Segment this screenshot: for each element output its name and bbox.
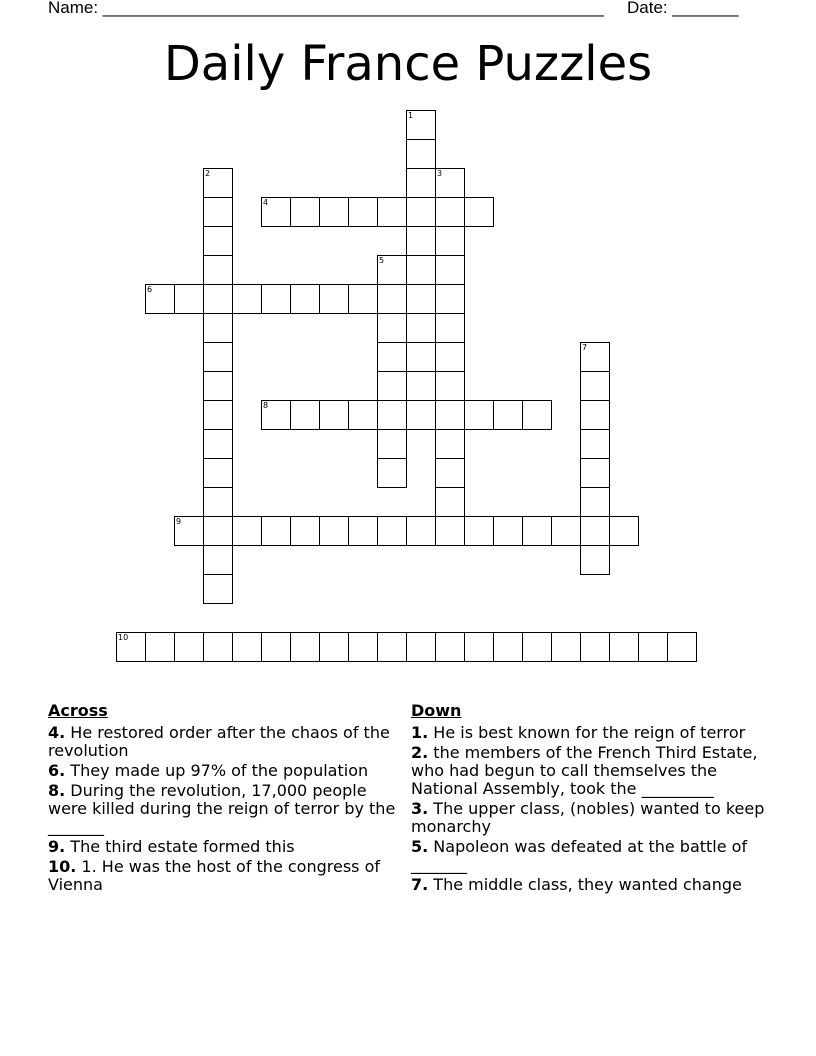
grid-cell[interactable] bbox=[203, 632, 233, 662]
grid-cell[interactable] bbox=[261, 516, 291, 546]
grid-cell[interactable] bbox=[580, 458, 610, 488]
grid-cell[interactable] bbox=[580, 342, 610, 372]
clue-number: 2. bbox=[411, 743, 429, 762]
grid-cell[interactable] bbox=[464, 516, 494, 546]
grid-cell[interactable] bbox=[377, 313, 407, 343]
grid-cell[interactable] bbox=[435, 371, 465, 401]
grid-cell[interactable] bbox=[406, 110, 436, 140]
clue-down-1 bbox=[411, 724, 771, 742]
grid-cell[interactable] bbox=[203, 342, 233, 372]
grid-cell[interactable] bbox=[319, 516, 349, 546]
grid-cell[interactable] bbox=[464, 632, 494, 662]
grid-cell[interactable] bbox=[203, 545, 233, 575]
grid-cell[interactable] bbox=[319, 632, 349, 662]
grid-cell[interactable] bbox=[435, 197, 465, 227]
grid-cell[interactable] bbox=[435, 632, 465, 662]
grid-cell[interactable] bbox=[377, 284, 407, 314]
grid-cell[interactable] bbox=[232, 516, 262, 546]
grid-cell[interactable] bbox=[435, 168, 465, 198]
grid-cell[interactable] bbox=[551, 632, 581, 662]
grid-cell[interactable] bbox=[348, 197, 378, 227]
clue-text: the members of the French Third Estate, who had begun to call themselves the National Assembly, took the _________ bbox=[411, 743, 758, 798]
grid-cell[interactable] bbox=[435, 400, 465, 430]
clue-text: 1. He was the host of the congress of Vienna bbox=[48, 857, 381, 894]
grid-cell[interactable] bbox=[464, 197, 494, 227]
grid-cell[interactable] bbox=[377, 255, 407, 285]
grid-cell[interactable] bbox=[203, 487, 233, 517]
clue-down-2 bbox=[411, 744, 771, 798]
grid-cell[interactable] bbox=[145, 632, 175, 662]
grid-cell[interactable] bbox=[406, 168, 436, 198]
grid-cell[interactable] bbox=[261, 284, 291, 314]
clue-text: They made up 97% of the population bbox=[65, 761, 369, 780]
clue-down-3 bbox=[411, 800, 771, 836]
clue-number: 6. bbox=[48, 761, 66, 780]
clue-across-10 bbox=[48, 858, 398, 894]
grid-cell[interactable] bbox=[145, 284, 175, 314]
grid-cell[interactable] bbox=[203, 429, 233, 459]
clue-down-7 bbox=[411, 876, 771, 894]
grid-cell[interactable] bbox=[435, 226, 465, 256]
grid-cell[interactable] bbox=[609, 632, 639, 662]
grid-cell[interactable] bbox=[377, 458, 407, 488]
grid-cell[interactable] bbox=[580, 487, 610, 517]
clue-number-label: 3 bbox=[437, 169, 443, 178]
grid-cell[interactable] bbox=[406, 516, 436, 546]
grid-cell[interactable] bbox=[203, 197, 233, 227]
clue-number-label: 9 bbox=[176, 517, 182, 526]
grid-cell[interactable] bbox=[580, 371, 610, 401]
grid-cell[interactable] bbox=[580, 545, 610, 575]
grid-cell[interactable] bbox=[348, 400, 378, 430]
clue-number: 4. bbox=[48, 723, 66, 742]
clue-number: 5. bbox=[411, 837, 429, 856]
grid-cell[interactable] bbox=[319, 197, 349, 227]
grid-cell[interactable] bbox=[406, 371, 436, 401]
grid-cell[interactable] bbox=[406, 226, 436, 256]
grid-cell[interactable] bbox=[290, 400, 320, 430]
grid-cell[interactable] bbox=[377, 632, 407, 662]
clue-across-8 bbox=[48, 782, 398, 836]
clue-down-5 bbox=[411, 838, 771, 874]
grid-cell[interactable] bbox=[406, 313, 436, 343]
grid-cell[interactable] bbox=[203, 284, 233, 314]
clue-across-4 bbox=[48, 724, 398, 760]
grid-cell[interactable] bbox=[638, 632, 668, 662]
clue-number: 8. bbox=[48, 781, 66, 800]
grid-cell[interactable] bbox=[203, 371, 233, 401]
grid-cell[interactable] bbox=[377, 429, 407, 459]
across-clues bbox=[48, 702, 398, 896]
down-heading: Down bbox=[411, 701, 462, 720]
clue-number-label: 5 bbox=[379, 256, 385, 265]
down-clues bbox=[411, 702, 771, 896]
grid-cell[interactable] bbox=[377, 400, 407, 430]
grid-cell[interactable] bbox=[435, 458, 465, 488]
grid-cell[interactable] bbox=[203, 516, 233, 546]
clue-across-9 bbox=[48, 838, 398, 856]
grid-cell[interactable] bbox=[493, 632, 523, 662]
grid-cell[interactable] bbox=[377, 371, 407, 401]
clue-number: 9. bbox=[48, 837, 66, 856]
grid-cell[interactable] bbox=[203, 313, 233, 343]
clue-number: 10. bbox=[48, 857, 77, 876]
grid-cell[interactable] bbox=[116, 632, 146, 662]
clue-text: He is best known for the reign of terror bbox=[428, 723, 746, 742]
grid-cell[interactable] bbox=[435, 313, 465, 343]
clue-across-6 bbox=[48, 762, 398, 780]
clue-number-label: 7 bbox=[582, 343, 588, 352]
grid-cell[interactable] bbox=[290, 197, 320, 227]
grid-cell[interactable] bbox=[406, 342, 436, 372]
grid-cell[interactable] bbox=[406, 255, 436, 285]
grid-cell[interactable] bbox=[493, 400, 523, 430]
grid-cell[interactable] bbox=[261, 400, 291, 430]
grid-cell[interactable] bbox=[290, 632, 320, 662]
grid-cell[interactable] bbox=[435, 255, 465, 285]
clue-text: The middle class, they wanted change bbox=[428, 875, 742, 894]
grid-cell[interactable] bbox=[667, 632, 697, 662]
grid-cell[interactable] bbox=[261, 632, 291, 662]
grid-cell[interactable] bbox=[406, 284, 436, 314]
clue-text: The upper class, (nobles) wanted to keep monarchy bbox=[411, 799, 765, 836]
grid-cell[interactable] bbox=[203, 400, 233, 430]
clue-number-label: 2 bbox=[205, 169, 211, 178]
grid-cell[interactable] bbox=[348, 284, 378, 314]
grid-cell[interactable] bbox=[348, 632, 378, 662]
grid-cell[interactable] bbox=[348, 516, 378, 546]
grid-cell[interactable] bbox=[203, 255, 233, 285]
grid-cell[interactable] bbox=[203, 574, 233, 604]
clue-number-label: 1 bbox=[408, 111, 414, 120]
grid-cell[interactable] bbox=[319, 284, 349, 314]
across-heading: Across bbox=[48, 701, 108, 720]
grid-cell[interactable] bbox=[464, 400, 494, 430]
grid-cell[interactable] bbox=[580, 516, 610, 546]
grid-cell[interactable] bbox=[522, 516, 552, 546]
grid-cell[interactable] bbox=[203, 458, 233, 488]
grid-cell[interactable] bbox=[174, 284, 204, 314]
grid-cell[interactable] bbox=[232, 632, 262, 662]
clue-number-label: 4 bbox=[263, 198, 269, 207]
grid-cell[interactable] bbox=[435, 342, 465, 372]
grid-cell[interactable] bbox=[203, 168, 233, 198]
grid-cell[interactable] bbox=[493, 516, 523, 546]
grid-cell[interactable] bbox=[435, 487, 465, 517]
grid-cell[interactable] bbox=[290, 284, 320, 314]
clue-text: The third estate formed this bbox=[65, 837, 295, 856]
clue-number: 7. bbox=[411, 875, 429, 894]
clue-number-label: 6 bbox=[147, 285, 153, 294]
page-title: Daily France Puzzles bbox=[163, 36, 653, 92]
clue-number-label: 8 bbox=[263, 401, 269, 410]
clue-text: During the revolution, 17,000 people were killed during the reign of terror by the _______ bbox=[48, 781, 396, 836]
grid-cell[interactable] bbox=[435, 284, 465, 314]
grid-cell[interactable] bbox=[377, 197, 407, 227]
grid-cell[interactable] bbox=[406, 197, 436, 227]
clue-number: 1. bbox=[411, 723, 429, 742]
grid-cell[interactable] bbox=[203, 226, 233, 256]
grid-cell[interactable] bbox=[174, 632, 204, 662]
clue-number: 3. bbox=[411, 799, 429, 818]
grid-cell[interactable] bbox=[377, 342, 407, 372]
grid-cell[interactable] bbox=[522, 632, 552, 662]
date-field: Date: _______ bbox=[627, 0, 739, 17]
grid-cell[interactable] bbox=[522, 400, 552, 430]
grid-cell[interactable] bbox=[580, 400, 610, 430]
grid-cell[interactable] bbox=[290, 516, 320, 546]
clue-text: He restored order after the chaos of the revolution bbox=[48, 723, 390, 760]
grid-cell[interactable] bbox=[609, 516, 639, 546]
grid-cell[interactable] bbox=[232, 284, 262, 314]
grid-cell[interactable] bbox=[435, 429, 465, 459]
grid-cell[interactable] bbox=[551, 516, 581, 546]
grid-cell[interactable] bbox=[377, 516, 407, 546]
name-field: Name: _____________________________________________________ bbox=[48, 0, 604, 17]
grid-cell[interactable] bbox=[435, 516, 465, 546]
grid-cell[interactable] bbox=[261, 197, 291, 227]
grid-cell[interactable] bbox=[406, 632, 436, 662]
grid-cell[interactable] bbox=[406, 139, 436, 169]
grid-cell[interactable] bbox=[580, 429, 610, 459]
grid-cell[interactable] bbox=[174, 516, 204, 546]
grid-cell[interactable] bbox=[580, 632, 610, 662]
clue-number-label: 10 bbox=[118, 633, 129, 642]
clue-text: Napoleon was defeated at the battle of _______ bbox=[411, 837, 748, 874]
grid-cell[interactable] bbox=[406, 400, 436, 430]
grid-cell[interactable] bbox=[319, 400, 349, 430]
